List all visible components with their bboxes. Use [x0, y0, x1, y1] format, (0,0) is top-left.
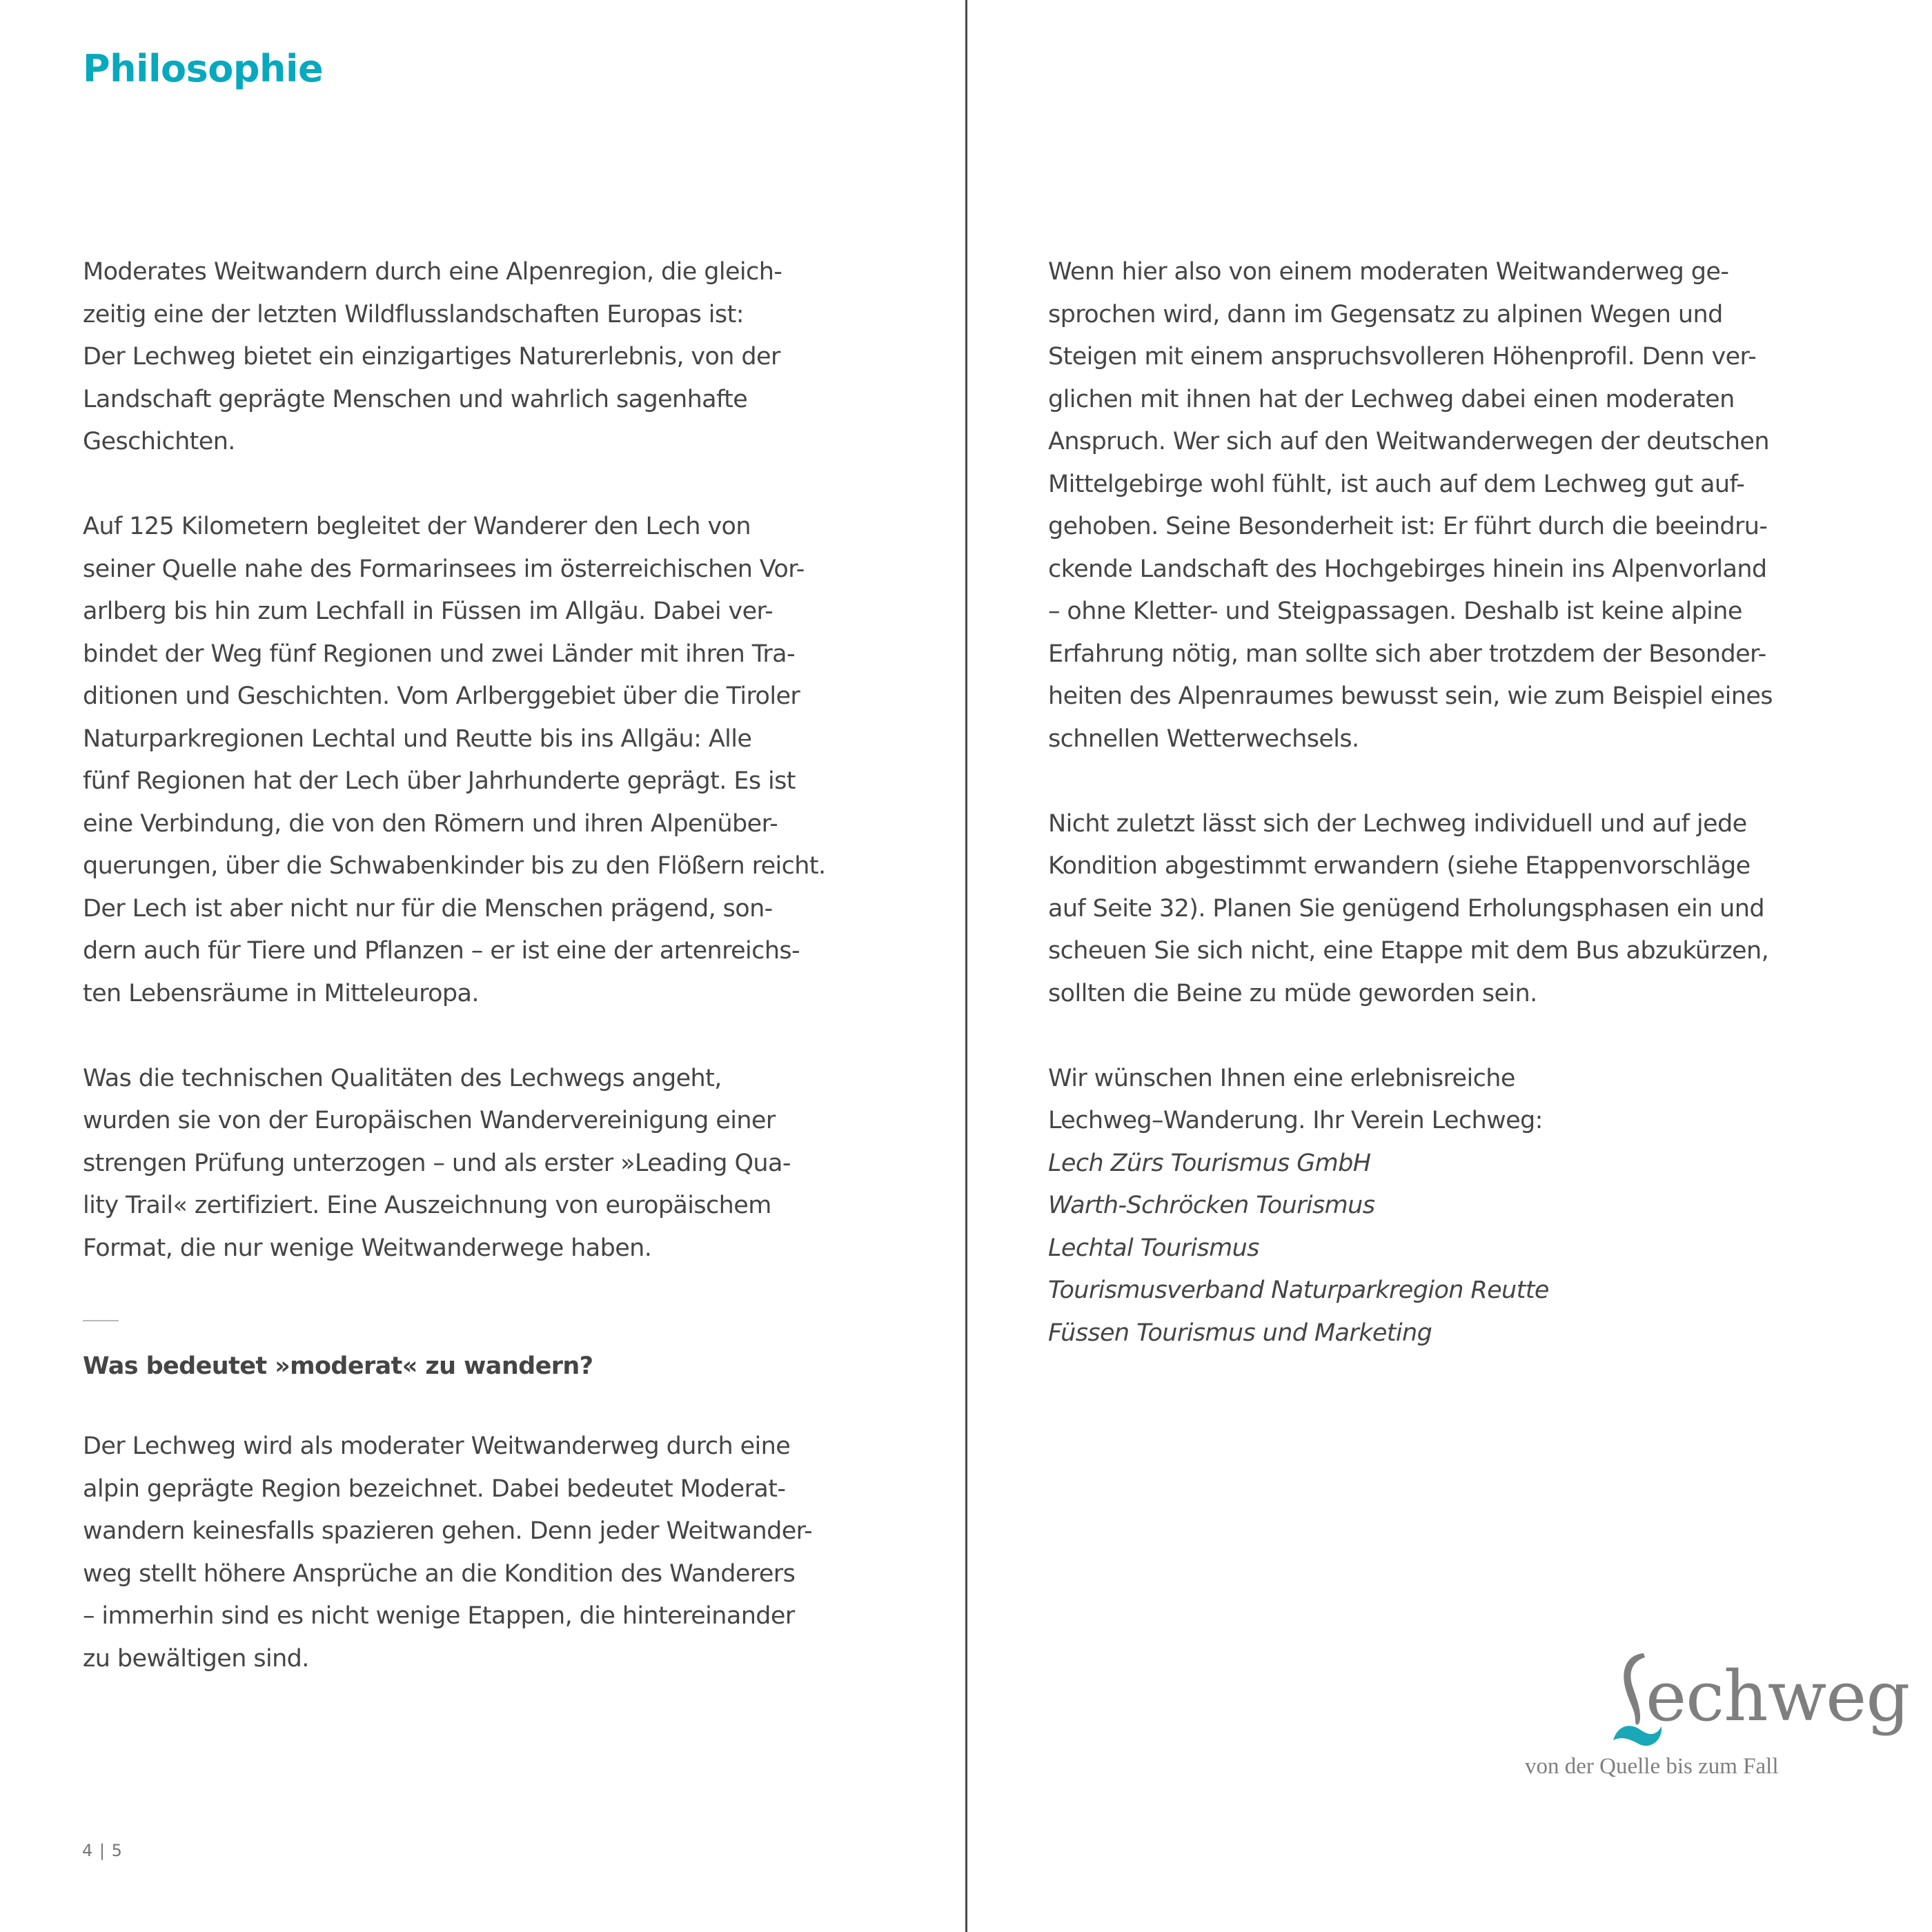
text-line: ckende Landschaft des Hochgebirges hinein ins Alpenvorland: [1048, 555, 1767, 583]
text-line: Steigen mit einem anspruchsvolleren Höhenprofil. Denn ver-: [1048, 343, 1757, 371]
section-rule: [83, 1320, 119, 1321]
signatory: Warth-Schröcken Tourismus: [1048, 1192, 1375, 1219]
text-line: – immerhin sind es nicht wenige Etappen, die hintereinander: [83, 1602, 795, 1630]
moderate-definition-paragraph: [1048, 251, 1862, 760]
text-line: bindet der Weg fünf Regionen und zwei Länder mit ihren Tra-: [83, 640, 796, 668]
quality-paragraph: [83, 1058, 897, 1270]
text-line: zeitig eine der letzten Wildflusslandschaften Europas ist:: [83, 300, 744, 328]
page-divider: [965, 0, 967, 1932]
text-line: Der Lech ist aber nicht nur für die Menschen prägend, son-: [83, 894, 773, 923]
text-line: Der Lechweg bietet ein einzigartiges Naturerlebnis, von der: [83, 343, 780, 371]
text-line: weg stellt höhere Ansprüche an die Kondition des Wanderers: [83, 1559, 796, 1588]
text-line: Wenn hier also von einem moderaten Weitwanderweg ge-: [1048, 258, 1729, 286]
text-line: Nicht zuletzt lässt sich der Lechweg individuell und auf jede: [1048, 809, 1747, 838]
signatory: Lech Zürs Tourismus GmbH: [1048, 1149, 1371, 1177]
page-title: Philosophie: [83, 47, 324, 90]
text-line: wurden sie von der Europäischen Wandervereinigung einer: [83, 1107, 776, 1134]
text-line: Geschichten.: [83, 428, 235, 455]
signatories-list: [1048, 1143, 1862, 1355]
text-line: glichen mit ihnen hat der Lechweg dabei einen moderaten: [1048, 385, 1735, 413]
section-heading: Was bedeutet »moderat« zu wandern?: [83, 1352, 593, 1380]
moderate-section: [83, 1426, 897, 1680]
text-line: Wir wünschen Ihnen eine erlebnisreiche: [1048, 1064, 1515, 1092]
text-line: querungen, über die Schwabenkinder bis zu den Flößern reicht.: [83, 852, 826, 880]
logo-wordmark: echweg: [1646, 1656, 1910, 1737]
text-line: arlberg bis hin zum Lechfall in Füssen im Allgäu. Dabei ver-: [83, 598, 773, 625]
page-number: 4 | 5: [82, 1841, 123, 1860]
text-line: sprochen wird, dann im Gegensatz zu alpinen Wegen und: [1048, 300, 1723, 328]
text-line: scheuen Sie sich nicht, eine Etappe mit dem Bus abzukürzen,: [1048, 937, 1769, 965]
text-line: gehoben. Seine Besonderheit ist: Er führt durch die beeindru-: [1048, 513, 1768, 540]
text-line: Landschaft geprägte Menschen und wahrlich sagenhafte: [83, 385, 748, 413]
route-paragraph: [83, 506, 897, 1015]
text-line: lity Trail« zertifiziert. Eine Auszeichnung von europäischem: [83, 1192, 771, 1219]
text-line: seiner Quelle nahe des Formarinsees im österreichischen Vor-: [83, 555, 805, 583]
text-line: alpin geprägte Region bezeichnet. Dabei bedeutet Moderat-: [83, 1475, 786, 1503]
text-line: zu bewältigen sind.: [83, 1644, 309, 1673]
text-line: – ohne Kletter- und Steigpassagen. Deshalb ist keine alpine: [1048, 598, 1742, 625]
text-line: strengen Prüfung unterzogen – und als erster »Leading Qua-: [83, 1149, 791, 1177]
text-line: schnellen Wetterwechsels.: [1048, 724, 1359, 753]
text-line: heiten des Alpenraumes bewusst sein, wie zum Beispiel eines: [1048, 682, 1773, 710]
text-line: Was die technischen Qualitäten des Lechwegs angeht,: [83, 1064, 722, 1092]
text-line: ditionen und Geschichten. Vom Arlberggebiet über die Tiroler: [83, 682, 800, 710]
signatory: Tourismusverband Naturparkregion Reutte: [1048, 1276, 1549, 1304]
text-line: Mittelgebirge wohl fühlt, ist auch auf dem Lechweg gut auf-: [1048, 470, 1745, 498]
text-line: Der Lechweg wird als moderater Weitwanderweg durch eine: [83, 1432, 791, 1460]
text-line: Auf 125 Kilometern begleitet der Wanderer den Lech von: [83, 513, 751, 540]
signatory: Lechtal Tourismus: [1048, 1234, 1259, 1262]
closing-paragraph: [1048, 1058, 1862, 1143]
text-line: wandern keinesfalls spazieren gehen. Denn jeder Weitwander-: [83, 1517, 813, 1545]
text-line: fünf Regionen hat der Lech über Jahrhunderte geprägt. Es ist: [83, 767, 796, 795]
text-line: Anspruch. Wer sich auf den Weitwanderwegen der deutschen: [1048, 428, 1769, 455]
text-line: Erfahrung nötig, man sollte sich aber trotzdem der Besonder-: [1048, 640, 1766, 668]
text-line: Format, die nur wenige Weitwanderwege haben.: [83, 1234, 652, 1262]
moderate-paragraph: [83, 1426, 897, 1680]
left-column: [83, 251, 897, 1270]
lechweg-logo: [1518, 1649, 1910, 1787]
text-line: Naturparkregionen Lechtal und Reutte bis ins Allgäu: Alle: [83, 724, 752, 753]
text-line: auf Seite 32). Planen Sie genügend Erholungsphasen ein und: [1048, 894, 1764, 923]
signatory: Füssen Tourismus und Marketing: [1048, 1319, 1432, 1347]
logo-tagline: von der Quelle bis zum Fall: [1525, 1754, 1779, 1779]
individual-paragraph: [1048, 803, 1862, 1016]
text-line: sollten die Beine zu müde geworden sein.: [1048, 979, 1537, 1007]
intro-paragraph: [83, 251, 897, 464]
text-line: Lechweg–Wanderung. Ihr Verein Lechweg:: [1048, 1107, 1543, 1134]
text-line: Moderates Weitwandern durch eine Alpenregion, die gleich-: [83, 258, 782, 286]
text-line: eine Verbindung, die von den Römern und ihren Alpenüber-: [83, 809, 778, 838]
right-column: [1048, 251, 1862, 1354]
text-line: Kondition abgestimmt erwandern (siehe Etappenvorschläge: [1048, 852, 1751, 880]
text-line: dern auch für Tiere und Pflanzen – er ist eine der artenreichs-: [83, 937, 800, 965]
text-line: ten Lebensräume in Mitteleuropa.: [83, 979, 479, 1007]
